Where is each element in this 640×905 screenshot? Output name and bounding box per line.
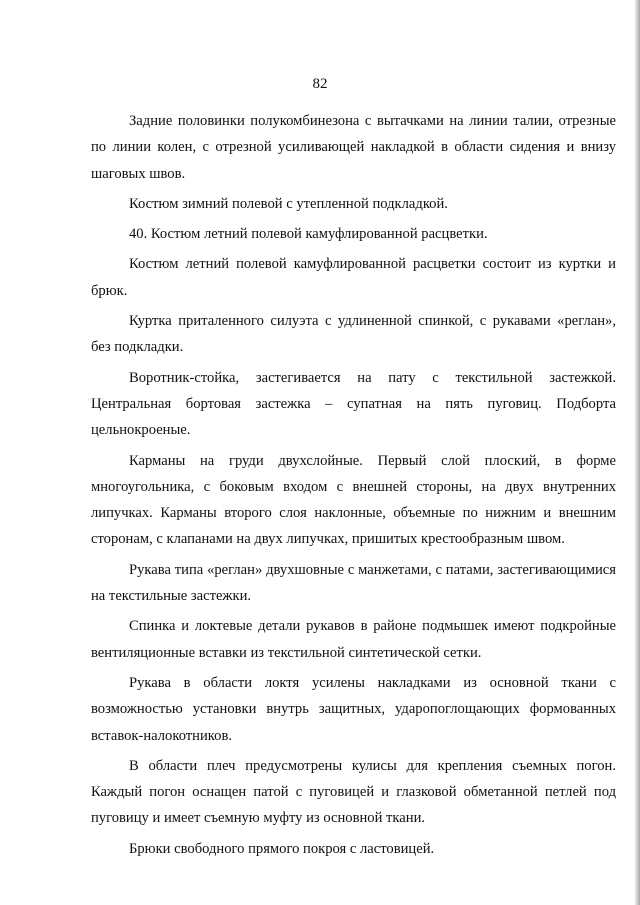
scan-edge-shadow (634, 0, 640, 905)
paragraph-5: Куртка приталенного силуэта с удлиненной спинкой, с рукавами «реглан», без подкладки. (91, 313, 616, 356)
paragraph-2: Костюм зимний полевой с утепленной подкладкой. (129, 195, 448, 212)
paragraph-8: Рукава типа «реглан» двухшовные с манжетами, с патами, застегивающимися на текстильные застежки. (91, 561, 616, 605)
paragraph-3: 40. Костюм летний полевой камуфлированной расцветки. (129, 226, 488, 243)
paragraph-6: Воротник-стойка, застегивается на пату с текстильной застежкой. Центральная бортовая застежка – супатная на пять пуговиц. Подборта цельнокроеные. (91, 369, 616, 439)
paragraph-4: Костюм летний полевой камуфлированной расцветки состоит из куртки и брюк. (91, 256, 616, 299)
paragraph-12: Брюки свободного прямого покроя с ластовицей. (129, 840, 435, 857)
paragraph-9: Спинка и локтевые детали рукавов в районе подмышек имеют подкройные вентиляционные вставки из текстильной синтетической сетки. (91, 618, 616, 661)
paragraph-10: Рукава в области локтя усилены накладками из основной ткани с возможностью установки внутрь защитных, ударопоглощающих формованных вставок-налокотников. (91, 674, 616, 744)
paragraph-11: В области плеч предусмотрены кулисы для крепления съемных погон. Каждый погон оснащен патой с пуговицей и глазковой обметанной петлей под пуговицу и имеет съемную муфту из основной ткани. (91, 757, 616, 827)
document-body (91, 108, 616, 862)
paragraph-7: Карманы на груди двухслойные. Первый слой плоский, в форме многоугольника, с боковым входом с внешней стороны, на двух внутренних липучках. Карманы второго слоя наклонные, объемные по нижним и внешним сторонам, с клапанами на двух липучках, пришитых крестообразным швом. (91, 452, 616, 548)
paragraph-1: Задние половинки полукомбинезона с вытачками на линии талии, отрезные по линии колен, с отрезной усиливающей накладкой в области сидения и внизу шаговых швов. (91, 113, 616, 182)
page-number: 82 (312, 76, 328, 92)
